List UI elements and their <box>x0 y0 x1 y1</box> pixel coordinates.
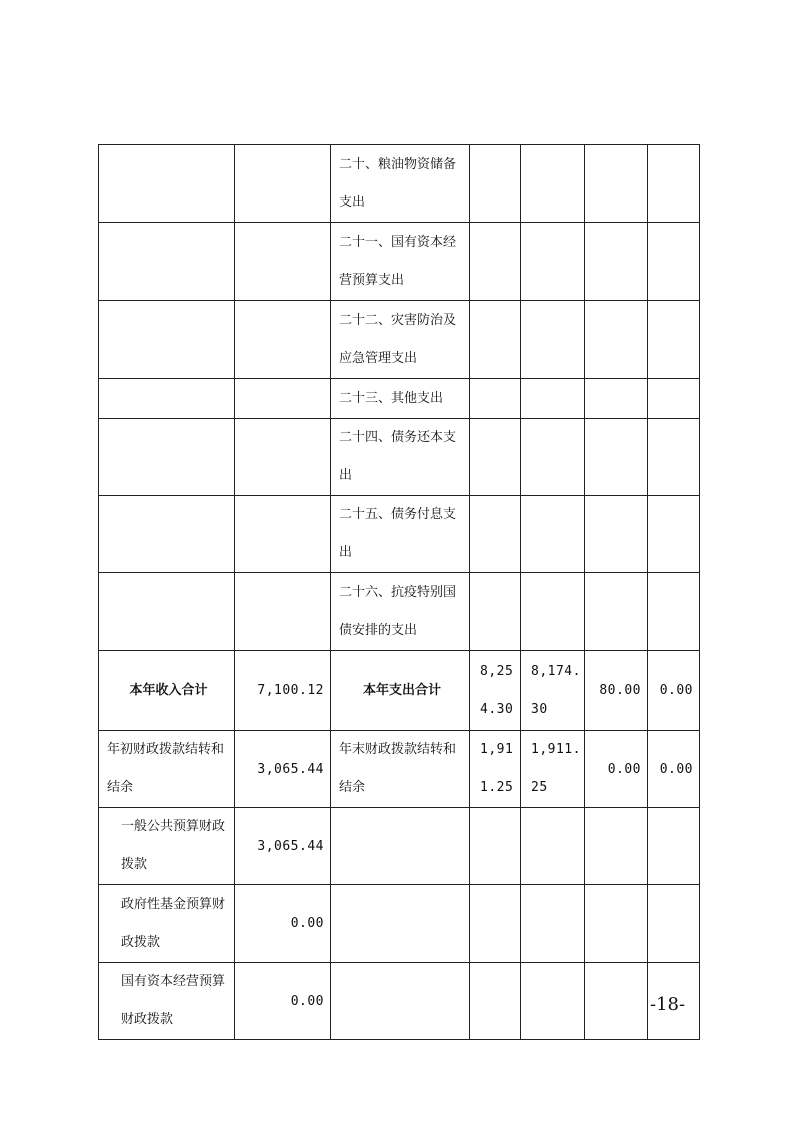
table-row <box>99 419 700 496</box>
expense-total-col3: 80.00 <box>585 651 648 731</box>
expense-carryover-col4: 0.00 <box>648 731 700 808</box>
expense-item-label: 二十、粮油物资储备支出 <box>331 145 470 223</box>
expense-total-col4: 0.00 <box>648 651 700 731</box>
expense-total-value: 8,254.30 <box>470 651 521 731</box>
total-row <box>99 651 700 731</box>
expense-item-label: 二十二、灾害防治及应急管理支出 <box>331 301 470 379</box>
income-carryover-value: 3,065.44 <box>235 731 331 808</box>
expense-carryover-label: 年末财政拨款结转和结余 <box>331 731 470 808</box>
expense-item-label: 二十三、其他支出 <box>331 379 470 419</box>
income-total-label: 本年收入合计 <box>99 651 235 731</box>
expense-item-label: 二十六、抗疫特别国债安排的支出 <box>331 573 470 651</box>
table-row <box>99 963 700 1040</box>
income-item-cell <box>99 145 235 223</box>
income-sub-value: 0.00 <box>235 885 331 963</box>
expense-item-label: 二十五、债务付息支出 <box>331 496 470 573</box>
table-row <box>99 573 700 651</box>
table-row <box>99 145 700 223</box>
expense-total-col2: 8,174.30 <box>521 651 585 731</box>
table-row <box>99 496 700 573</box>
income-sub-value: 3,065.44 <box>235 808 331 885</box>
expense-item-label: 二十四、债务还本支出 <box>331 419 470 496</box>
expense-item-label: 二十一、国有资本经营预算支出 <box>331 223 470 301</box>
table-row <box>99 808 700 885</box>
expense-carryover-col2: 1,911.25 <box>521 731 585 808</box>
table-row <box>99 223 700 301</box>
income-sub-label: 国有资本经营预算财政拨款 <box>99 963 235 1040</box>
income-sub-label: 一般公共预算财政拨款 <box>99 808 235 885</box>
table-row <box>99 301 700 379</box>
expense-carryover-value: 1,911.25 <box>470 731 521 808</box>
income-sub-value: 0.00 <box>235 963 331 1040</box>
income-total-value: 7,100.12 <box>235 651 331 731</box>
page-number: -18- <box>650 994 686 1015</box>
income-sub-label: 政府性基金预算财政拨款 <box>99 885 235 963</box>
table-row <box>99 379 700 419</box>
expense-carryover-col3: 0.00 <box>585 731 648 808</box>
table-row <box>99 885 700 963</box>
income-carryover-label: 年初财政拨款结转和结余 <box>99 731 235 808</box>
expense-total-label: 本年支出合计 <box>331 651 470 731</box>
carryover-row <box>99 731 700 808</box>
income-amount-cell <box>235 145 331 223</box>
budget-table <box>98 144 700 1040</box>
